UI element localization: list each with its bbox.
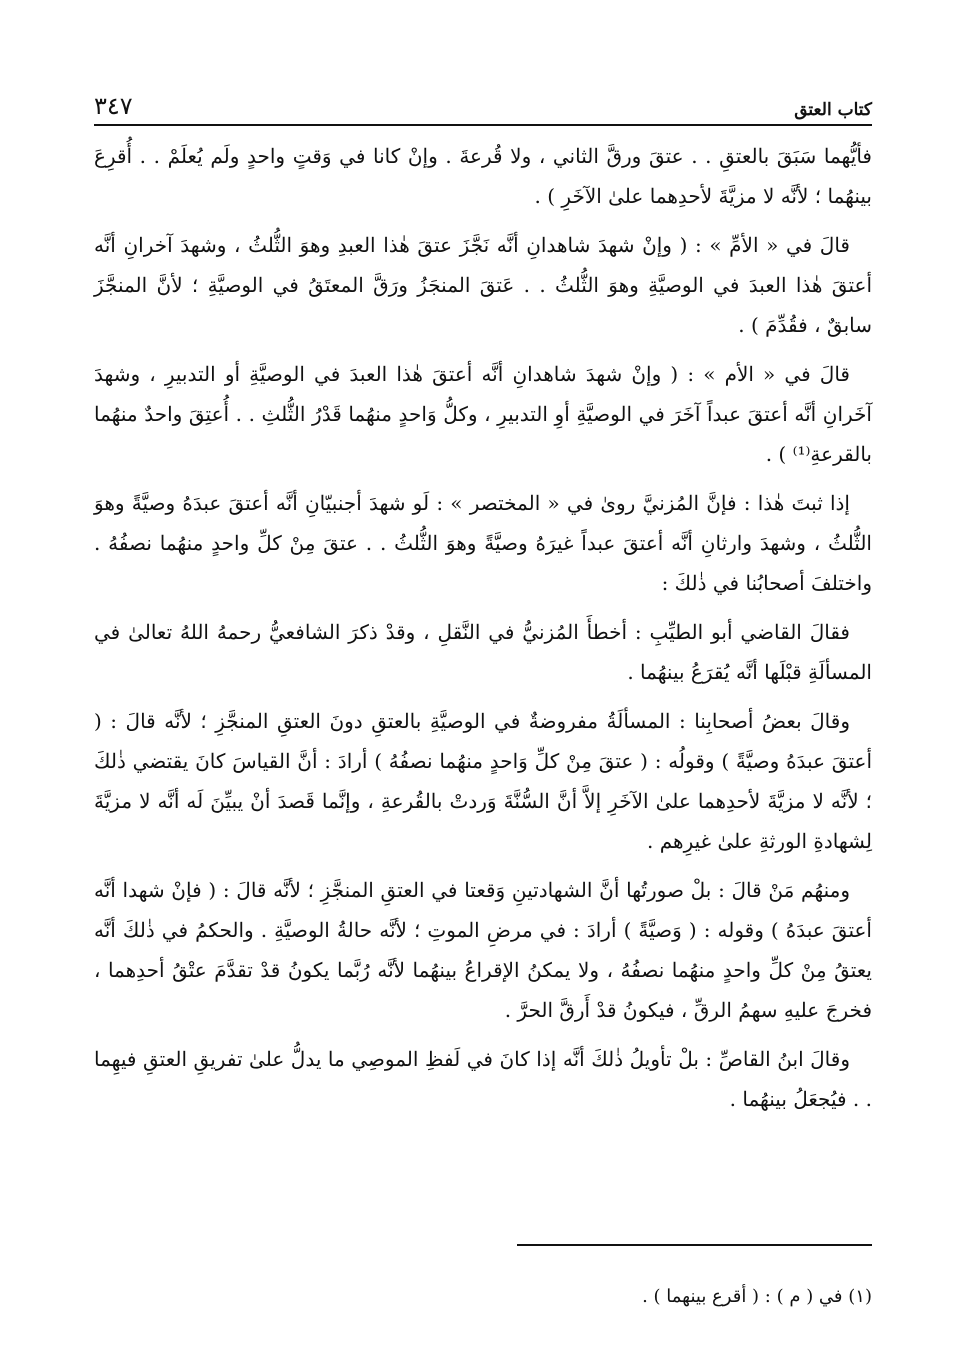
footnote-rule	[517, 1244, 872, 1246]
paragraph: ومنهُم مَنْ قالَ : بلْ صورتُها أنَّ الشهادتينِ وَقعتا في العتقِ المنجَّزِ ؛ لأنَّه قالَ : ( فإنْ شهدا أنَّه أعتقَ عبدَهُ ) وقوله : ( وَصيَّةً ) أرادَ : في مرضِ الموتِ ؛ لأنَّه حالةُ الوصيَّةِ . والحكمُ في ذٰلكَ أنَّه يعتقُ مِنْ كلِّ واحدٍ منهُما نصفُهُ ، ولا يمكنُ الإقراعُ بينهُما لأنَّه رُبَّما يكونُ قدْ تقدَّمَ عتْقُ أحدِهما ، فخرجَ عليهِ سهمُ الرقِّ ، فيكونُ قدْ أَرقَّ الحرَّ .	[94, 878, 872, 1022]
page-number: ٣٤٧	[94, 92, 133, 120]
book-title: كتاب العتق	[794, 100, 872, 120]
paragraph: فأيُّهما سَبَقَ بالعتقِ . . عتقَ ورقَّ الثاني ، ولا قُرعةَ . وإنْ كانا في وَقتٍ واحدٍ ولَم يُعلَمْ . . أُقرِعَ بينهُما ؛ لأنَّه لا مزيَّةَ لأحدِهما علىٰ الآخَرِ ) .	[94, 144, 872, 208]
footnote: (١) في ( م ) : ( أقرع بينهما ) .	[642, 1286, 872, 1307]
main-text	[94, 136, 872, 1128]
paragraph: فقالَ القاضي أبو الطيِّبِ : أخطأَ المُزنيُّ في النَّقلِ ، وقدْ ذكرَ الشافعيُّ رحمهُ اللهُ تعالىٰ في المسألَةِ قبْلَها أنَّه يُقرَعُ بينهُما .	[94, 620, 872, 684]
paragraph: وقالَ بعضُ أصحابِنا : المسألَةُ مفروضةٌ في الوصيَّةِ بالعتقِ دونَ العتقِ المنجَّزِ ؛ لأنَّه قالَ : ( أعتقَ عبدَهُ وصيَّةً ) وقولُه : ( عتقَ مِنْ كلِّ وَاحدٍ منهُما نصفُهُ ) أرادَ : أنَّ القياسَ كانَ يقتضي ذٰلكَ ؛ لأنَّه لا مزيَّةَ لأحدِهما علىٰ الآخَرِ إلاَّ أنَّ السُّنَّةَ وَردتْ بالقُرعةِ ، وإنَّما قَصدَ أنْ يبيِّنَ لَه أنَّه لا مزيَّةَ لِشهادةِ الورثةِ علىٰ غيرِهم .	[94, 709, 872, 853]
page-header	[94, 86, 872, 120]
paragraph: وقالَ ابنُ القاصِّ : بلْ تأويلُ ذٰلكَ أنَّه إذا كانَ في لَفظِ الموصِي ما يدلُّ علىٰ تفريقِ العتقِ فيهِما . . فيُجعَلُ بينهُما .	[94, 1047, 872, 1111]
header-rule	[94, 124, 872, 126]
paragraph: قالَ في « الأمِّ » : ( وإنْ شهدَ شاهدانِ أنَّه نَجَّزَ عتقَ هٰذا العبدِ وهوَ الثُّلثُ ، وشهدَ آخرانِ أنَّه أعتقَ هٰذا العبدَ في الوصيَّةِ وهوَ الثُّلثُ . . عَتقَ المنجَزُ ورَقَّ المعتَقُ في الوصيَّةِ ؛ لأنَّ المنجَّزَ سابقٌ ، فقُدِّمَ ) .	[94, 233, 872, 337]
paragraph: قالَ في « الأم » : ( وإنْ شهدَ شاهدانِ أنَّه أعتقَ هٰذا العبدَ في الوصيَّةِ أو التدبيرِ ، وشهدَ آخَرانِ أنَّه أعتقَ عبداً آخَرَ في الوصيَّةِ أوِ التدبيرِ ، وكلُّ وَاحدٍ منهُما قَدْرُ الثُّلثِ . . أُعتِقَ واحدٌ منهُما بالقرعةِ⁽¹⁾ ) .	[94, 362, 872, 466]
paragraph: إذا ثبتَ هٰذا : فإنَّ المُزنيَّ روىٰ في « المختصر » : لَو شهدَ أجنبيّانِ أنَّه أعتقَ عبدَهُ وصيَّةً وهوَ الثُّلثُ ، وشهدَ وارثانِ أنَّه أعتقَ عبداً غيرَهُ وصيَّةً وهوَ الثُّلثُ . . عتقَ مِنْ كلِّ واحدٍ منهُما نصفُهُ . واختلفَ أصحابُنا في ذٰلكَ :	[94, 491, 872, 595]
